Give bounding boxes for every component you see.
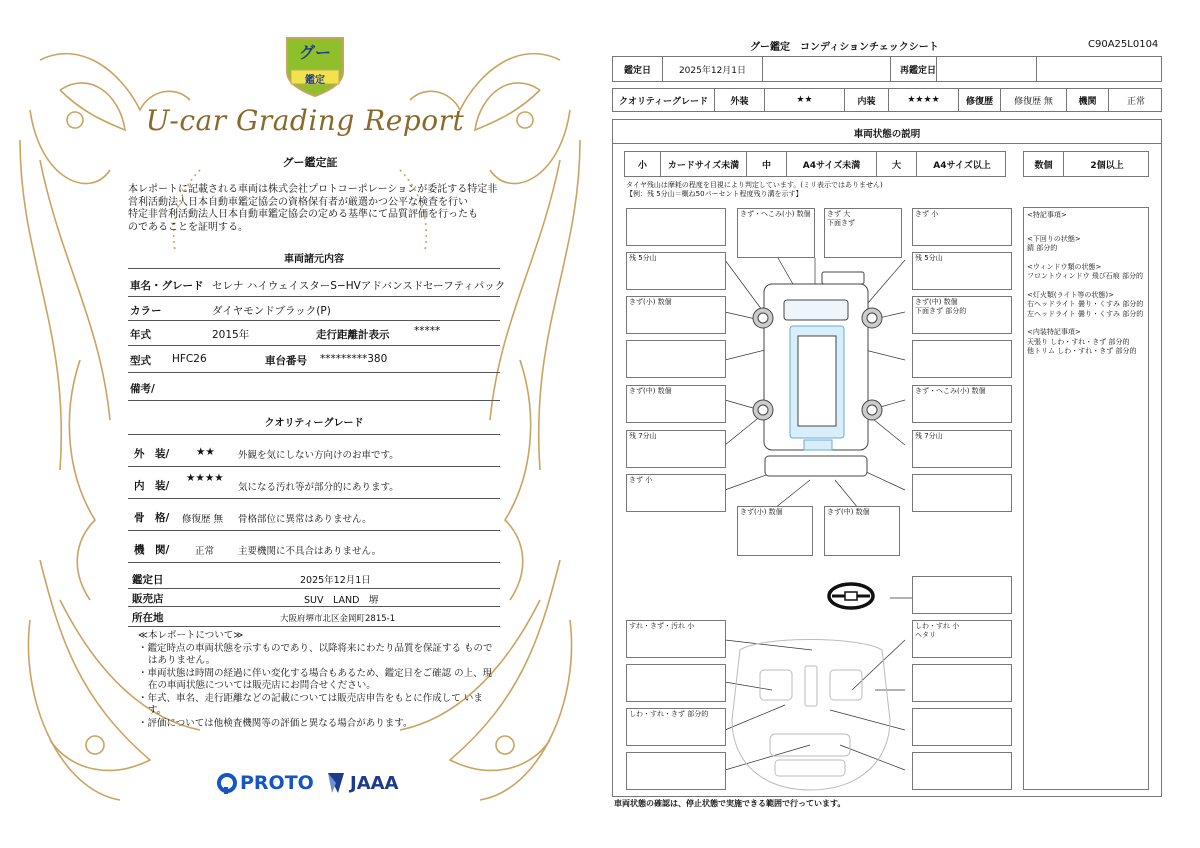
damage-note: きず(小) 数個 — [740, 508, 783, 516]
damage-box — [626, 208, 726, 246]
count-desc: 2個以上 — [1090, 160, 1124, 171]
statement-line: 営利活動法人日本自動車鑑定協会の資格保有者が厳選かつ公平な検査を行い — [128, 196, 468, 208]
tire-note: 残 7分山 — [915, 432, 943, 440]
exterior-label: 外 装/ — [134, 448, 170, 460]
damage-box — [912, 474, 1012, 512]
repair-label: 修復歴 — [959, 89, 1001, 111]
chassis-label: 車台番号 — [265, 355, 307, 367]
proto-logo — [216, 770, 316, 796]
damage-box — [626, 385, 726, 423]
damage-box — [626, 296, 726, 334]
interior-note: しわ・すれ・きず 部分的 — [629, 710, 709, 718]
note-item: ・車両状態は時間の経過に伴い変化する場合もあるため、鑑定日をご確認 の上、現在の車両状態については販売店にお問合せください。 — [138, 667, 493, 691]
interior-box — [912, 708, 1012, 746]
size-large-desc: A4サイズ以上 — [933, 160, 991, 171]
report-title: U-car Grading Report — [145, 104, 465, 137]
quality-heading: クオリティーグレード — [264, 418, 364, 429]
damage-box — [912, 385, 1012, 423]
damage-note: きず 小 — [629, 476, 653, 484]
address-value: 大阪府堺市北区金岡町2815-1 — [280, 614, 396, 624]
special-section-head: <下回りの状態> — [1027, 234, 1081, 243]
interior-note: しわ・すれ 小 — [915, 622, 960, 630]
repair-value: 修復歴 無 — [1001, 89, 1067, 111]
name-label: 車名・グレード — [130, 280, 204, 292]
size-small-label: 小 — [625, 152, 661, 176]
damage-box — [737, 506, 813, 556]
notes-heading: ≪本レポートについて≫ — [138, 630, 244, 641]
special-line: フロントウィンドウ 飛び石痕 部分的 — [1027, 272, 1144, 280]
damage-note: きず 大 — [827, 210, 851, 218]
interior-stars: ★★★★ — [186, 472, 224, 484]
damage-box — [626, 474, 726, 512]
exterior-desc: 外観を気にしない方向けのお車です。 — [238, 450, 399, 461]
damage-box — [912, 296, 1012, 334]
engine-label: 機 関/ — [134, 544, 170, 556]
shop-label: 販売店 — [132, 593, 164, 605]
interior-box — [626, 664, 726, 702]
interior-box — [912, 752, 1012, 790]
date-value: 2025年12月1日 — [300, 575, 371, 586]
interior-box — [912, 664, 1012, 702]
interior-box — [626, 708, 726, 746]
appraisal-date-label: 鑑定日 — [613, 57, 663, 81]
interior-label: 内装 — [845, 89, 889, 111]
special-heading: <特記事項> — [1027, 211, 1067, 219]
proto-logo-text: PROTO — [240, 772, 314, 794]
sheet-title: グー鑑定 コンディションチェックシート — [750, 42, 939, 53]
sheet-code: C90A25L0104 — [1088, 39, 1159, 50]
interior-box — [912, 576, 1012, 614]
specs-heading: 車両諸元内容 — [284, 254, 344, 265]
count-label: 数個 — [1024, 152, 1064, 176]
special-section-head: <ウィンドウ類の状態> — [1027, 262, 1102, 271]
interior-box — [912, 620, 1012, 658]
special-line: 天張り しわ・すれ・きず 部分的 — [1027, 337, 1130, 346]
interior-box — [626, 752, 726, 790]
damage-box — [824, 208, 902, 258]
interior-value: ★★★★ — [889, 89, 959, 111]
color-value: ダイヤモンドブラック(P) — [212, 305, 331, 317]
mileage-label: 走行距離計表示 — [316, 329, 390, 341]
frame-desc: 骨格部位に異常はありません。 — [238, 514, 372, 525]
statement-line: 特定非営利活動法人日本自動車鑑定協会の定める基準にて品質評価を行ったも — [128, 209, 478, 220]
size-mid-label: 中 — [747, 152, 787, 176]
shop-value: SUV LAND 堺 — [304, 595, 379, 606]
color-label: カラー — [130, 305, 162, 317]
damage-note: 下面きず 部分的 — [915, 307, 967, 315]
note-item: ・鑑定時点の車両状態を示すものであり、以降将来にわたり品質を保証する ものではありません。 — [138, 642, 493, 666]
damage-note: きず・へこみ(小) 数個 — [915, 387, 986, 395]
special-section-head: <内装特記事項> — [1027, 328, 1081, 336]
statement-line: 本レポートに記載される車両は株式会社プロトコーポレーションが委託する特定非 — [128, 184, 498, 195]
damage-box — [824, 506, 900, 556]
damage-note: 下面きず — [827, 219, 855, 227]
frame-value: 修復歴 無 — [182, 514, 224, 525]
condition-check-sheet — [600, 0, 1200, 848]
steering-wheel-icon — [829, 584, 873, 608]
damage-box — [912, 208, 1012, 246]
special-notes — [1023, 207, 1149, 790]
tire-note: 残 5分山 — [629, 254, 657, 262]
tire-box — [626, 252, 726, 290]
remarks-label: 備考/ — [130, 383, 155, 395]
jaaa-logo — [326, 770, 416, 796]
tire-box — [912, 252, 1012, 290]
certificate-statement — [128, 184, 500, 234]
appraisal-date-value: 2025年12月1日 — [663, 57, 763, 81]
tire-note-1: タイヤ残山は摩耗の程度を目視により判定しています。(ミリ表示ではありません) — [626, 181, 883, 189]
year-value: 2015年 — [212, 329, 250, 341]
certificate-heading: グー鑑定証 — [282, 156, 338, 169]
badge-bottom-text: 鑑定 — [305, 75, 325, 86]
report-notes — [138, 630, 498, 730]
size-small-desc: カードサイズ未満 — [661, 152, 747, 176]
address-label: 所在地 — [132, 612, 164, 624]
special-line: 錆 部分的 — [1027, 244, 1058, 252]
interior-box — [626, 620, 726, 658]
exterior-value: ★★ — [765, 89, 845, 111]
damage-note: きず(中) 数個 — [915, 298, 958, 306]
size-large-label: 大 — [877, 152, 917, 176]
tire-note-2: 【例：残 5分山＝概ね50パーセント程度残り溝を示す】 — [626, 190, 803, 198]
interior-note: ヘタリ — [915, 631, 936, 639]
date-label: 鑑定日 — [132, 574, 164, 586]
special-section-head: <灯火類(ライト等の状態)> — [1027, 290, 1114, 299]
exterior-label: 外装 — [715, 89, 765, 111]
damage-box — [626, 340, 726, 378]
size-mid-desc: A4サイズ未満 — [787, 152, 877, 176]
interior-note: すれ・きず・汚れ 小 — [629, 622, 695, 630]
chassis-value: *********380 — [320, 353, 388, 365]
statement-line: のであることを証明する。 — [128, 221, 248, 233]
reappraisal-label: 再鑑定日 — [891, 57, 937, 81]
tire-note: 残 5分山 — [915, 254, 943, 262]
model-value: HFC26 — [172, 353, 207, 365]
damage-note: きず・へこみ(小) 数個 — [740, 210, 811, 218]
interior-desc: 気になる汚れ等が部分的にあります。 — [238, 482, 399, 493]
engine-desc: 主要機関に不具合はありません。 — [238, 546, 382, 557]
damage-note: きず 小 — [915, 210, 939, 218]
engine-value: 正常 — [195, 546, 215, 557]
badge-top-text: グー — [298, 43, 331, 62]
jaaa-mark-icon — [326, 771, 346, 795]
note-item: ・年式、車名、走行距離などの記載については販売店申告をもとに作成して います。 — [138, 692, 483, 716]
damage-box — [737, 208, 815, 258]
condition-heading: 車両状態の説明 — [853, 129, 921, 140]
special-line: 他トリム しわ・すれ・きず 部分的 — [1027, 347, 1137, 355]
damage-box — [912, 340, 1012, 378]
jaaa-logo-text: JAAA — [350, 772, 399, 794]
exterior-stars: ★★ — [196, 446, 215, 458]
tire-note: 残 7分山 — [629, 432, 657, 440]
special-line: 右ヘッドライト 曇り・くすみ 部分的 — [1027, 300, 1144, 308]
sheet-footer: 車両状態の確認は、停止状態で実施できる範囲で行っています。 — [614, 799, 846, 808]
engine-label: 機関 — [1067, 89, 1109, 111]
frame-label: 骨 格/ — [134, 512, 170, 524]
damage-note: きず(中) 数個 — [827, 508, 870, 516]
interior-label: 内 装/ — [134, 480, 170, 492]
quality-grade-label: クオリティーグレード — [613, 89, 715, 111]
special-line: 左ヘッドライト 曇り・くすみ 部分的 — [1027, 309, 1144, 318]
note-item: ・評価については他検査機関等の評価と異なる場合があります。 — [138, 717, 413, 729]
engine-value: 正常 — [1126, 96, 1145, 107]
damage-note: きず(中) 数個 — [629, 387, 672, 395]
year-label: 年式 — [130, 329, 151, 341]
mileage-value: ***** — [414, 325, 441, 337]
proto-mark-icon — [216, 772, 238, 794]
tire-box — [912, 430, 1012, 468]
name-value: セレナ ハイウェイスターS−HVアドバンスドセーフティパック — [212, 280, 506, 292]
model-label: 型式 — [130, 355, 151, 367]
tire-box — [626, 430, 726, 468]
damage-note: きず(小) 数個 — [629, 298, 672, 306]
